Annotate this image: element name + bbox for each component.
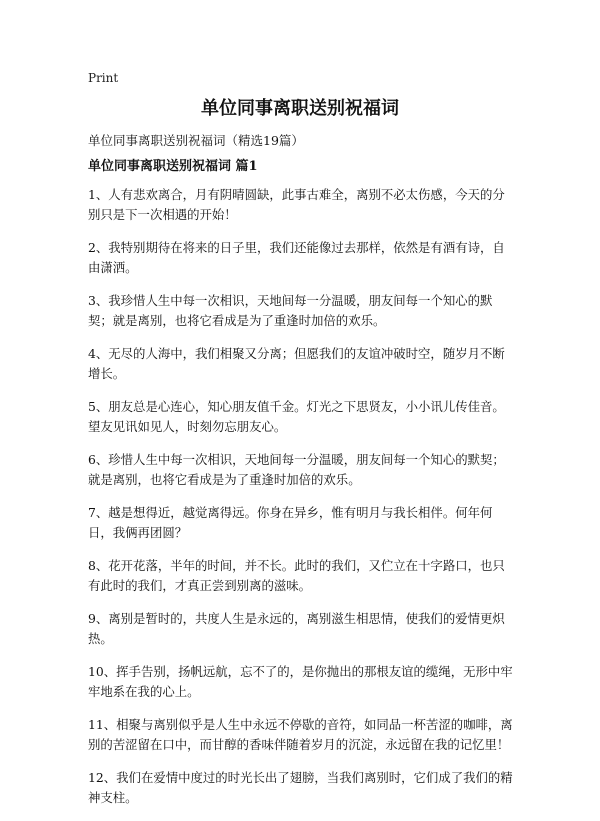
wish-item: 6、珍惜人生中每一次相识，天地间每一分温暖，朋友间每一个知心的默契；就是离别，也将它看成是为了重逢时加倍的欢乐。 bbox=[88, 452, 505, 487]
wish-item: 7、越是想得近，越觉离得远。你身在异乡，惟有明月与我长相伴。何年何日，我俩再团圆？ bbox=[88, 505, 493, 540]
wish-item: 4、无尽的人海中，我们相聚又分离；但愿我们的友谊冲破时空，随岁月不断增长。 bbox=[88, 346, 505, 381]
wish-item: 11、相聚与离别似乎是人生中永远不停歇的音符，如同品一杯苦涩的咖啡，离别的苦涩留在口中，而甘醇的香味伴随着岁月的沉淀，永远留在我的记忆里！ bbox=[88, 717, 513, 752]
wish-item: 12、我们在爱情中度过的时光长出了翅膀，当我们离别时，它们成了我们的精神支柱。 bbox=[88, 770, 513, 805]
wish-list bbox=[88, 185, 516, 821]
print-link[interactable]: Print bbox=[88, 71, 119, 85]
document-title: 单位同事离职送别祝福词 bbox=[201, 98, 399, 119]
wish-item: 1、人有悲欢离合，月有阴晴圆缺，此事古难全，离别不必太伤感，今天的分别只是下一次相遇的开始！ bbox=[88, 187, 505, 222]
wish-item: 5、朋友总是心连心，知心朋友值千金。灯光之下思贤友，小小讯儿传佳音。望友见讯如见人，时刻勿忘朋友心。 bbox=[88, 399, 505, 434]
document-subtitle: 单位同事离职送别祝福词（精选19篇） bbox=[88, 133, 304, 148]
wish-item: 3、我珍惜人生中每一次相识，天地间每一分温暖，朋友间每一个知心的默契；就是离别，也将它看成是为了重逢时加倍的欢乐。 bbox=[88, 293, 493, 328]
wish-item: 2、我特别期待在将来的日子里，我们还能像过去那样，依然是有酒有诗，自由潇洒。 bbox=[88, 240, 505, 275]
wish-item: 10、挥手告别，扬帆远航，忘不了的，是你抛出的那根友谊的缆绳，无形中牢牢地系在我的心上。 bbox=[88, 664, 513, 699]
section-heading: 单位同事离职送别祝福词 篇1 bbox=[88, 159, 258, 174]
wish-item: 8、花开花落，半年的时间，并不长。此时的我们，又伫立在十字路口，也只有此时的我们，才真正尝到别离的滋味。 bbox=[88, 558, 505, 593]
wish-item: 9、离别是暂时的，共度人生是永远的，离别滋生相思情，使我们的爱情更炽热。 bbox=[88, 611, 505, 646]
